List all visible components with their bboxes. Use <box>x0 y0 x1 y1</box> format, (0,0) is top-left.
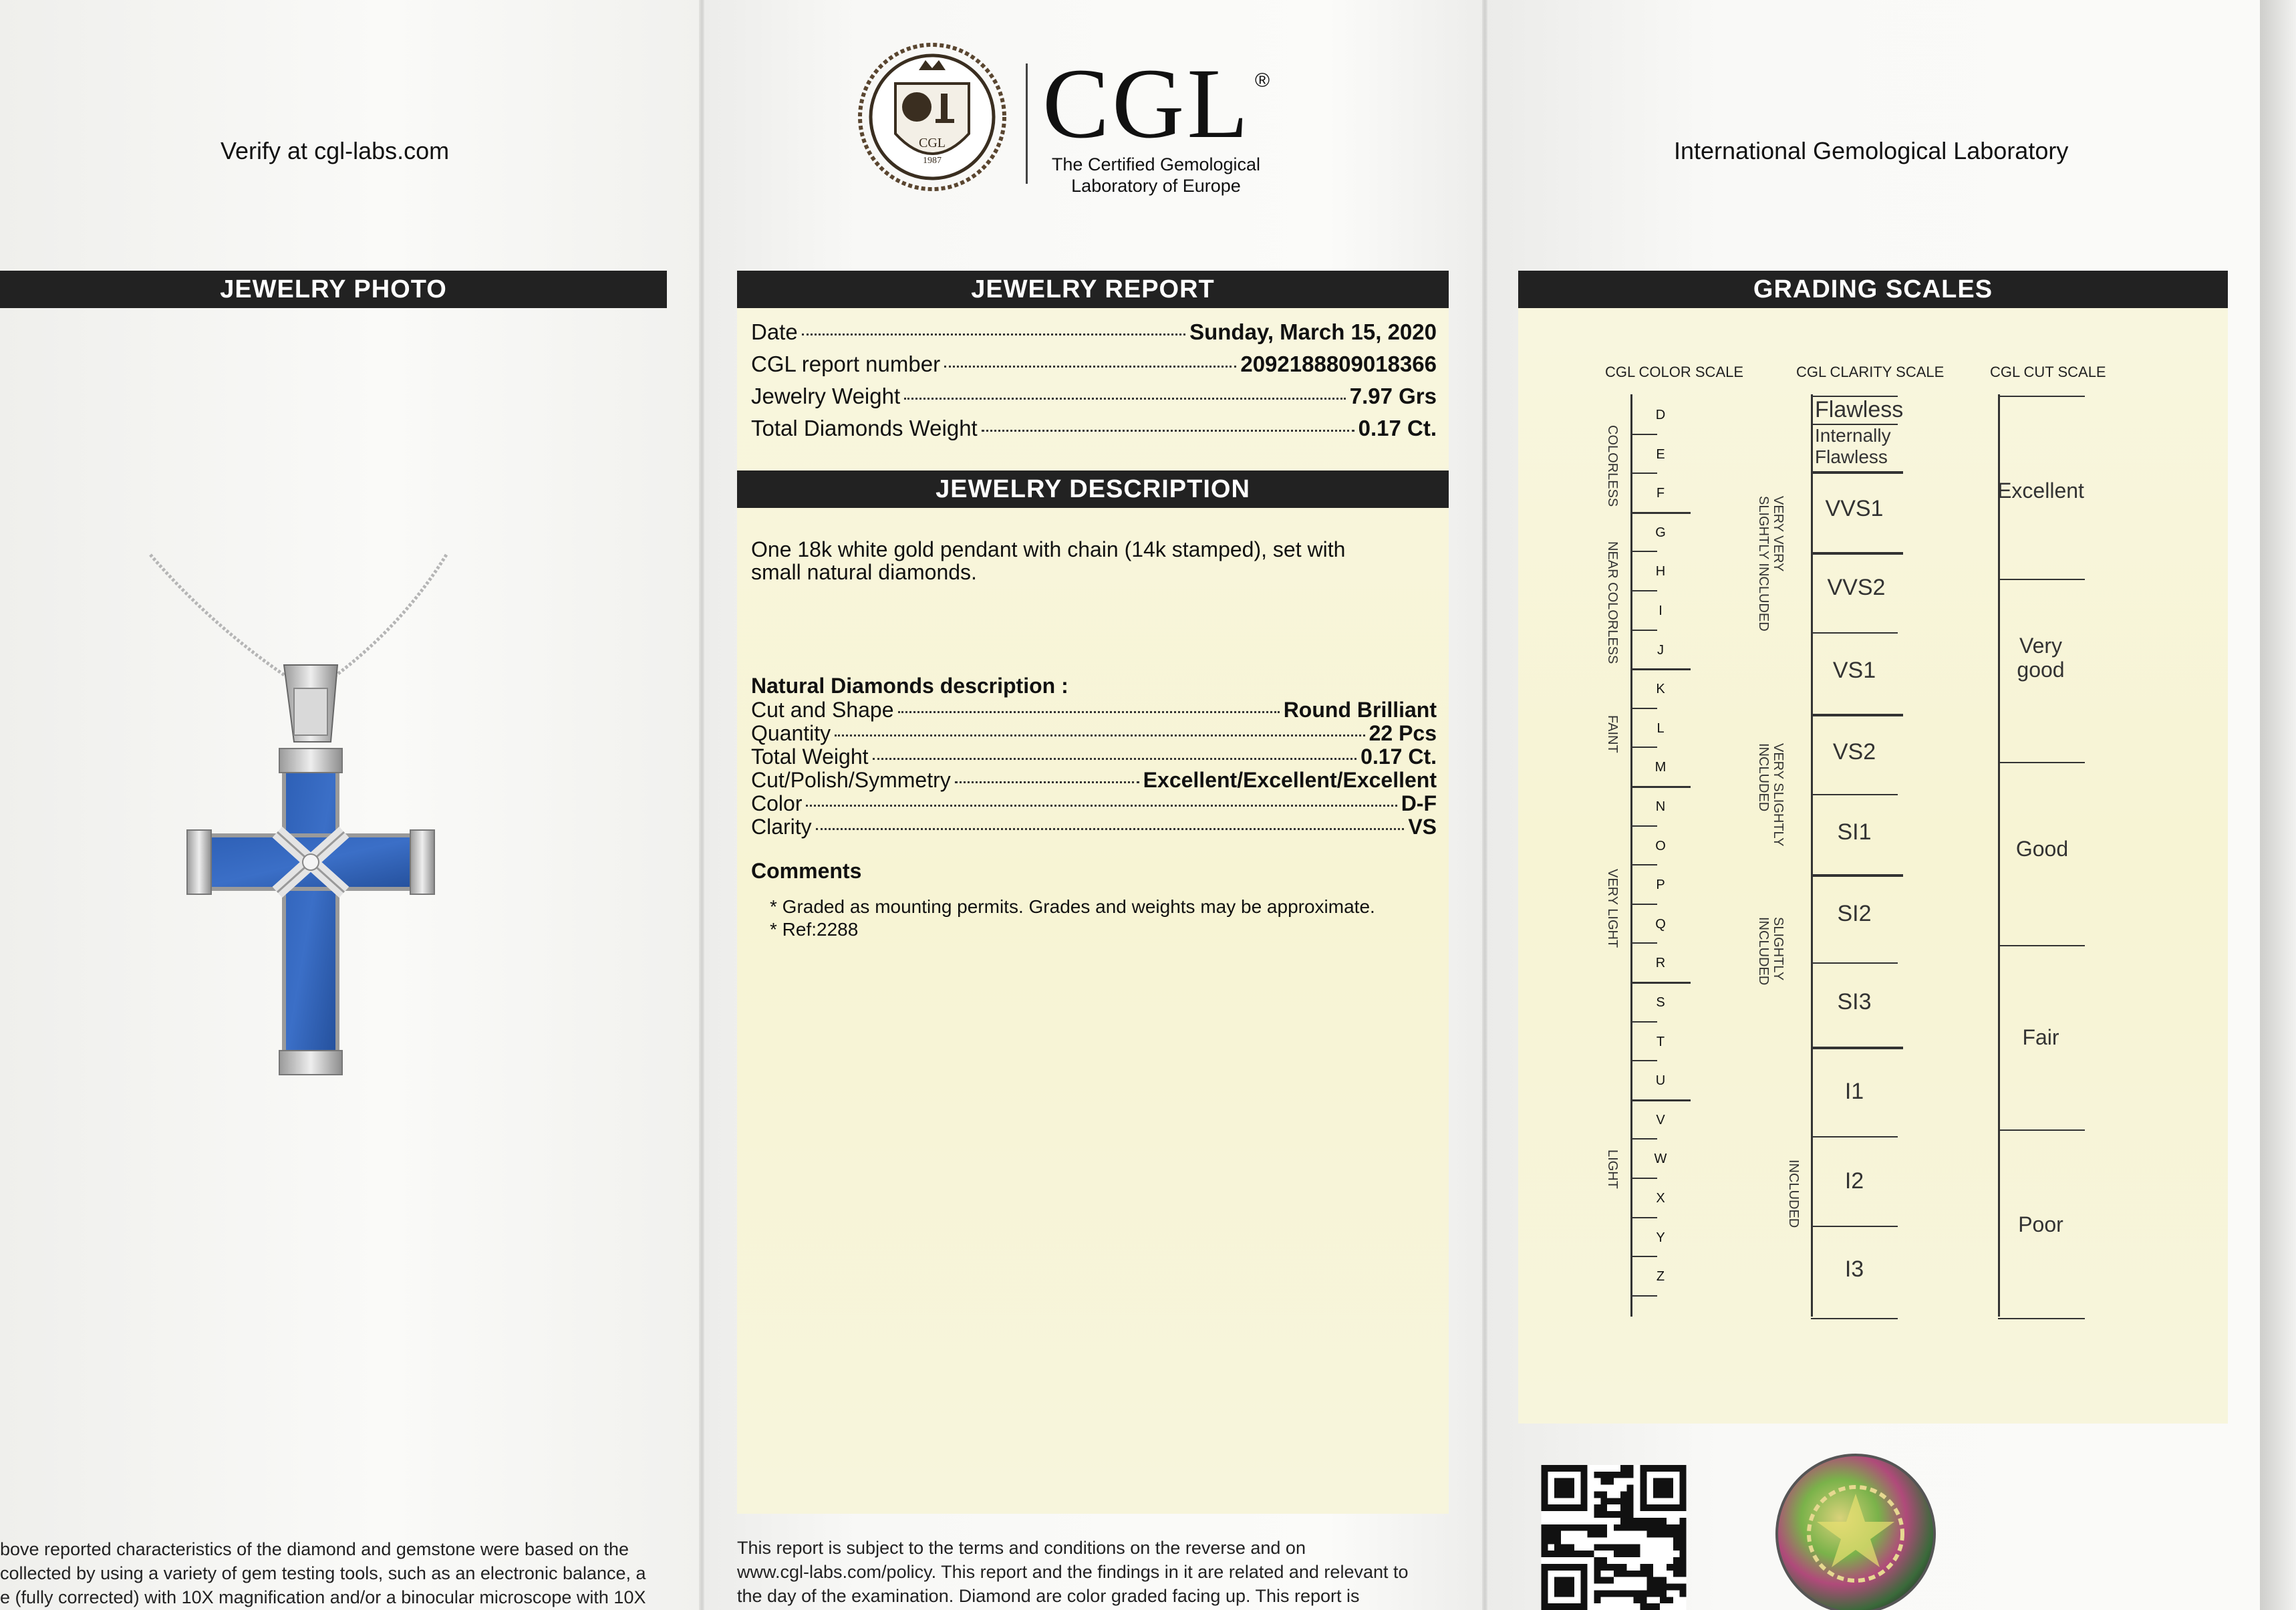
diamond-row-clarity <box>751 815 1437 839</box>
brand-subtitle-line: Laboratory of Europe <box>1071 176 1241 196</box>
row-value: 2092188809018366 <box>1240 352 1437 376</box>
row-label: Clarity <box>751 815 812 839</box>
color-scale-title: CGL COLOR SCALE <box>1605 364 1744 380</box>
color-grade-letter: S <box>1656 995 1665 1010</box>
footer-line: This report is subject to the terms and conditions on the reverse and on <box>737 1538 1306 1558</box>
row-label: Total Weight <box>751 745 869 769</box>
cut-grade <box>1994 634 2088 682</box>
color-scale-tick <box>1630 747 1657 748</box>
color-scale-tick <box>1630 630 1657 631</box>
color-grade-letter: J <box>1657 642 1664 658</box>
diamonds-heading: Natural Diamonds description : <box>751 674 1068 698</box>
color-grade-letter: U <box>1655 1073 1666 1089</box>
clarity-grade: SI1 <box>1837 819 1872 845</box>
clarity-group-line: VERY VERY <box>1771 496 1785 572</box>
color-grade-letter: G <box>1655 525 1666 540</box>
page-edge <box>2260 0 2296 1610</box>
color-scale-tick <box>1630 473 1657 474</box>
color-scale-tick <box>1630 434 1657 435</box>
brand-subtitle <box>1046 154 1266 196</box>
seal-year: 1987 <box>923 156 942 166</box>
report-row-weight <box>751 384 1437 409</box>
row-value: Excellent/Excellent/Excellent <box>1143 768 1437 792</box>
footer-line: bove reported characteristics of the diamond and gemstone were based on the <box>0 1539 629 1559</box>
diamond-row-total-weight <box>751 745 1437 769</box>
report-row-date <box>751 319 1437 345</box>
row-label: Cut/Polish/Symmetry <box>751 768 951 792</box>
clarity-scale-divider <box>1811 552 1903 555</box>
row-label: Cut and Shape <box>751 698 894 722</box>
clarity-group-line: VERY SLIGHTLY <box>1771 743 1785 847</box>
clarity-grade: VS1 <box>1832 658 1876 683</box>
color-scale-tick <box>1630 1060 1657 1061</box>
color-grade-letter: F <box>1656 486 1665 501</box>
seal-text: CGL <box>919 136 946 150</box>
cut-grade-line: good <box>2017 658 2065 682</box>
lab-name: International Gemological Laboratory <box>1674 137 2069 164</box>
clarity-scale-divider <box>1811 1047 1903 1049</box>
clarity-grade: Flawless <box>1815 397 1904 422</box>
color-grade-letter: E <box>1656 446 1665 462</box>
description-line: small natural diamonds. <box>751 560 977 584</box>
color-scale-tick <box>1630 1295 1657 1297</box>
color-grade-letter: Q <box>1655 916 1666 932</box>
color-grade-letter: R <box>1655 956 1666 971</box>
clarity-scale-divider <box>1811 874 1903 877</box>
clarity-grade: VS2 <box>1832 739 1876 765</box>
color-scale-tick <box>1630 982 1691 984</box>
footer-line: e (fully corrected) with 10X magnification and/or a binocular microscope with 10X <box>0 1587 646 1607</box>
color-scale-tick <box>1630 825 1657 827</box>
clarity-scale-divider <box>1811 424 1898 425</box>
cut-scale-divider <box>1998 579 2085 580</box>
clarity-group-line: SLIGHTLY INCLUDED <box>1756 496 1771 632</box>
row-value: 22 Pcs <box>1369 721 1437 745</box>
clarity-scale-divider <box>1811 794 1898 795</box>
color-grade-letter: V <box>1656 1112 1665 1127</box>
color-scale-tick <box>1630 1217 1657 1218</box>
qr-code-icon <box>1540 1465 1687 1610</box>
clarity-group-line: SLIGHTLY <box>1771 917 1785 981</box>
clarity-grade: SI3 <box>1837 989 1872 1015</box>
clarity-grade: SI2 <box>1837 901 1872 926</box>
color-scale-tick <box>1630 942 1657 944</box>
color-scale-tick <box>1630 1099 1691 1101</box>
grading-scales-bar: GRADING SCALES <box>1518 271 2228 308</box>
jewelry-description-bar: JEWELRY DESCRIPTION <box>737 471 1449 508</box>
color-scale-tick <box>1630 904 1657 905</box>
clarity-scale-divider <box>1811 962 1898 964</box>
color-grade-letter: K <box>1656 682 1665 697</box>
color-scale-tick <box>1630 708 1657 709</box>
color-grade-letter: I <box>1659 603 1663 618</box>
row-value: 7.97 Grs <box>1349 384 1437 408</box>
color-scale-tick <box>1630 1021 1657 1023</box>
color-grade-letter: O <box>1655 838 1666 853</box>
color-grade-letter: Y <box>1656 1230 1665 1245</box>
color-scale-tick <box>1630 590 1657 591</box>
color-grade-letter: Z <box>1656 1269 1665 1285</box>
hologram-seal-icon <box>1774 1447 1938 1610</box>
clarity-grade: I2 <box>1844 1168 1864 1194</box>
brand-subtitle-line: The Certified Gemological <box>1051 154 1261 174</box>
registered-mark: ® <box>1255 70 1270 92</box>
fold-line <box>1482 0 1487 1610</box>
cross-pendant-photo <box>134 548 468 1083</box>
color-group-label: VERY LIGHT <box>1605 869 1620 948</box>
color-scale-tick <box>1630 786 1691 788</box>
color-scale-tick <box>1630 1178 1657 1179</box>
row-label: CGL report number <box>751 352 941 376</box>
clarity-grade <box>1815 425 1891 468</box>
color-grade-letter: N <box>1655 799 1666 814</box>
color-grade-letter: W <box>1654 1152 1667 1167</box>
clarity-scale-title: CGL CLARITY SCALE <box>1796 364 1945 380</box>
color-scale-tick <box>1630 551 1657 552</box>
cut-scale-title: CGL CUT SCALE <box>1990 364 2106 380</box>
verify-text: Verify at cgl-labs.com <box>221 137 450 164</box>
comment-line: * Ref:2288 <box>770 919 859 940</box>
cut-grade: Poor <box>2018 1212 2063 1236</box>
clarity-scale-divider <box>1811 1318 1898 1319</box>
cut-scale-divider <box>1998 396 2085 397</box>
row-value: Round Brilliant <box>1283 698 1437 722</box>
cut-scale-divider <box>1998 945 2085 946</box>
color-grade-letter: M <box>1655 760 1667 775</box>
row-value: Sunday, March 15, 2020 <box>1189 319 1437 344</box>
fold-line <box>699 0 704 1610</box>
clarity-group-label <box>1756 743 1785 847</box>
color-scale-tick <box>1630 864 1657 865</box>
row-value: 0.17 Ct. <box>1358 416 1437 440</box>
clarity-scale-divider <box>1811 396 1898 397</box>
color-grade-letter: H <box>1655 564 1666 579</box>
comment-line: * Graded as mounting permits. Grades and weights may be approximate. <box>770 896 1375 917</box>
clarity-grade-line: Internally <box>1815 425 1891 446</box>
clarity-grade: I1 <box>1844 1079 1864 1104</box>
color-grade-letter: D <box>1655 408 1666 422</box>
cut-scale-divider <box>1998 762 2085 763</box>
color-grade-letter: X <box>1656 1191 1665 1206</box>
row-label: Total Diamonds Weight <box>751 416 978 440</box>
color-group-label: COLORLESS <box>1605 425 1620 507</box>
clarity-grade-line: Flawless <box>1815 446 1888 467</box>
color-group-label: NEAR COLORLESS <box>1605 541 1620 664</box>
cut-grade-line: Very <box>2019 634 2063 658</box>
middle-footer <box>737 1536 1449 1608</box>
row-value: VS <box>1408 815 1437 839</box>
clarity-group-line: INCLUDED <box>1756 743 1771 812</box>
cgl-seal-logo <box>855 40 1009 194</box>
clarity-grade: I3 <box>1844 1256 1864 1282</box>
diamond-row-quantity <box>751 721 1437 746</box>
clarity-grade: VVS2 <box>1827 575 1886 600</box>
diamond-row-cut <box>751 698 1437 722</box>
footer-line: collected by using a variety of gem testing tools, such as an electronic balance, a <box>0 1563 646 1583</box>
color-grade-letter: T <box>1656 1034 1665 1049</box>
diamond-row-cut-polish <box>751 768 1437 793</box>
row-label: Color <box>751 791 803 815</box>
color-scale-tick <box>1630 1138 1657 1139</box>
clarity-group-label: INCLUDED <box>1786 1160 1801 1228</box>
cut-grade: Fair <box>2022 1025 2059 1049</box>
color-group-label: LIGHT <box>1605 1150 1620 1189</box>
clarity-group-line: INCLUDED <box>1756 917 1771 986</box>
color-grade-letter: P <box>1656 878 1665 893</box>
description-text <box>751 538 1345 583</box>
logo-divider <box>1026 63 1028 184</box>
color-scale-tick <box>1630 512 1691 514</box>
jewelry-photo-bar: JEWELRY PHOTO <box>0 271 667 308</box>
diamond-row-color <box>751 791 1437 816</box>
clarity-scale-divider <box>1811 714 1903 716</box>
comments-text <box>770 896 1375 941</box>
row-value: D-F <box>1401 791 1437 815</box>
row-label: Date <box>751 319 798 344</box>
cut-grade: Good <box>2015 837 2069 861</box>
left-footer <box>0 1537 668 1609</box>
cut-scale-divider <box>1998 1318 2085 1319</box>
comments-heading: Comments <box>751 859 862 883</box>
row-label: Quantity <box>751 721 831 745</box>
report-row-number <box>751 352 1437 377</box>
clarity-group-label <box>1756 496 1785 632</box>
color-group-label: FAINT <box>1605 715 1620 753</box>
footer-line: www.cgl-labs.com/policy. This report and the findings in it are related and relevant to <box>737 1562 1409 1582</box>
cut-scale-divider <box>1998 1129 2085 1131</box>
clarity-scale-divider <box>1811 632 1898 634</box>
clarity-scale-divider <box>1811 1226 1898 1227</box>
color-scale-tick <box>1630 668 1691 670</box>
color-scale-tick <box>1630 1256 1657 1257</box>
description-line: One 18k white gold pendant with chain (14k stamped), set with <box>751 537 1346 561</box>
clarity-grade: VVS1 <box>1825 496 1884 521</box>
brand-wordmark: CGL <box>1042 48 1251 159</box>
report-background <box>737 271 1449 1514</box>
clarity-group-label <box>1756 917 1785 985</box>
color-grade-letter: L <box>1657 720 1665 736</box>
clarity-scale-divider <box>1811 471 1903 474</box>
report-row-diamond-weight <box>751 416 1437 441</box>
row-label: Jewelry Weight <box>751 384 901 408</box>
cut-grade: Excellent <box>1997 479 2084 503</box>
jewelry-report-bar: JEWELRY REPORT <box>737 271 1449 308</box>
footer-line: the day of the examination. Diamond are color graded facing up. This report is <box>737 1586 1360 1606</box>
row-value: 0.17 Ct. <box>1360 745 1437 769</box>
clarity-scale-divider <box>1811 1136 1898 1137</box>
